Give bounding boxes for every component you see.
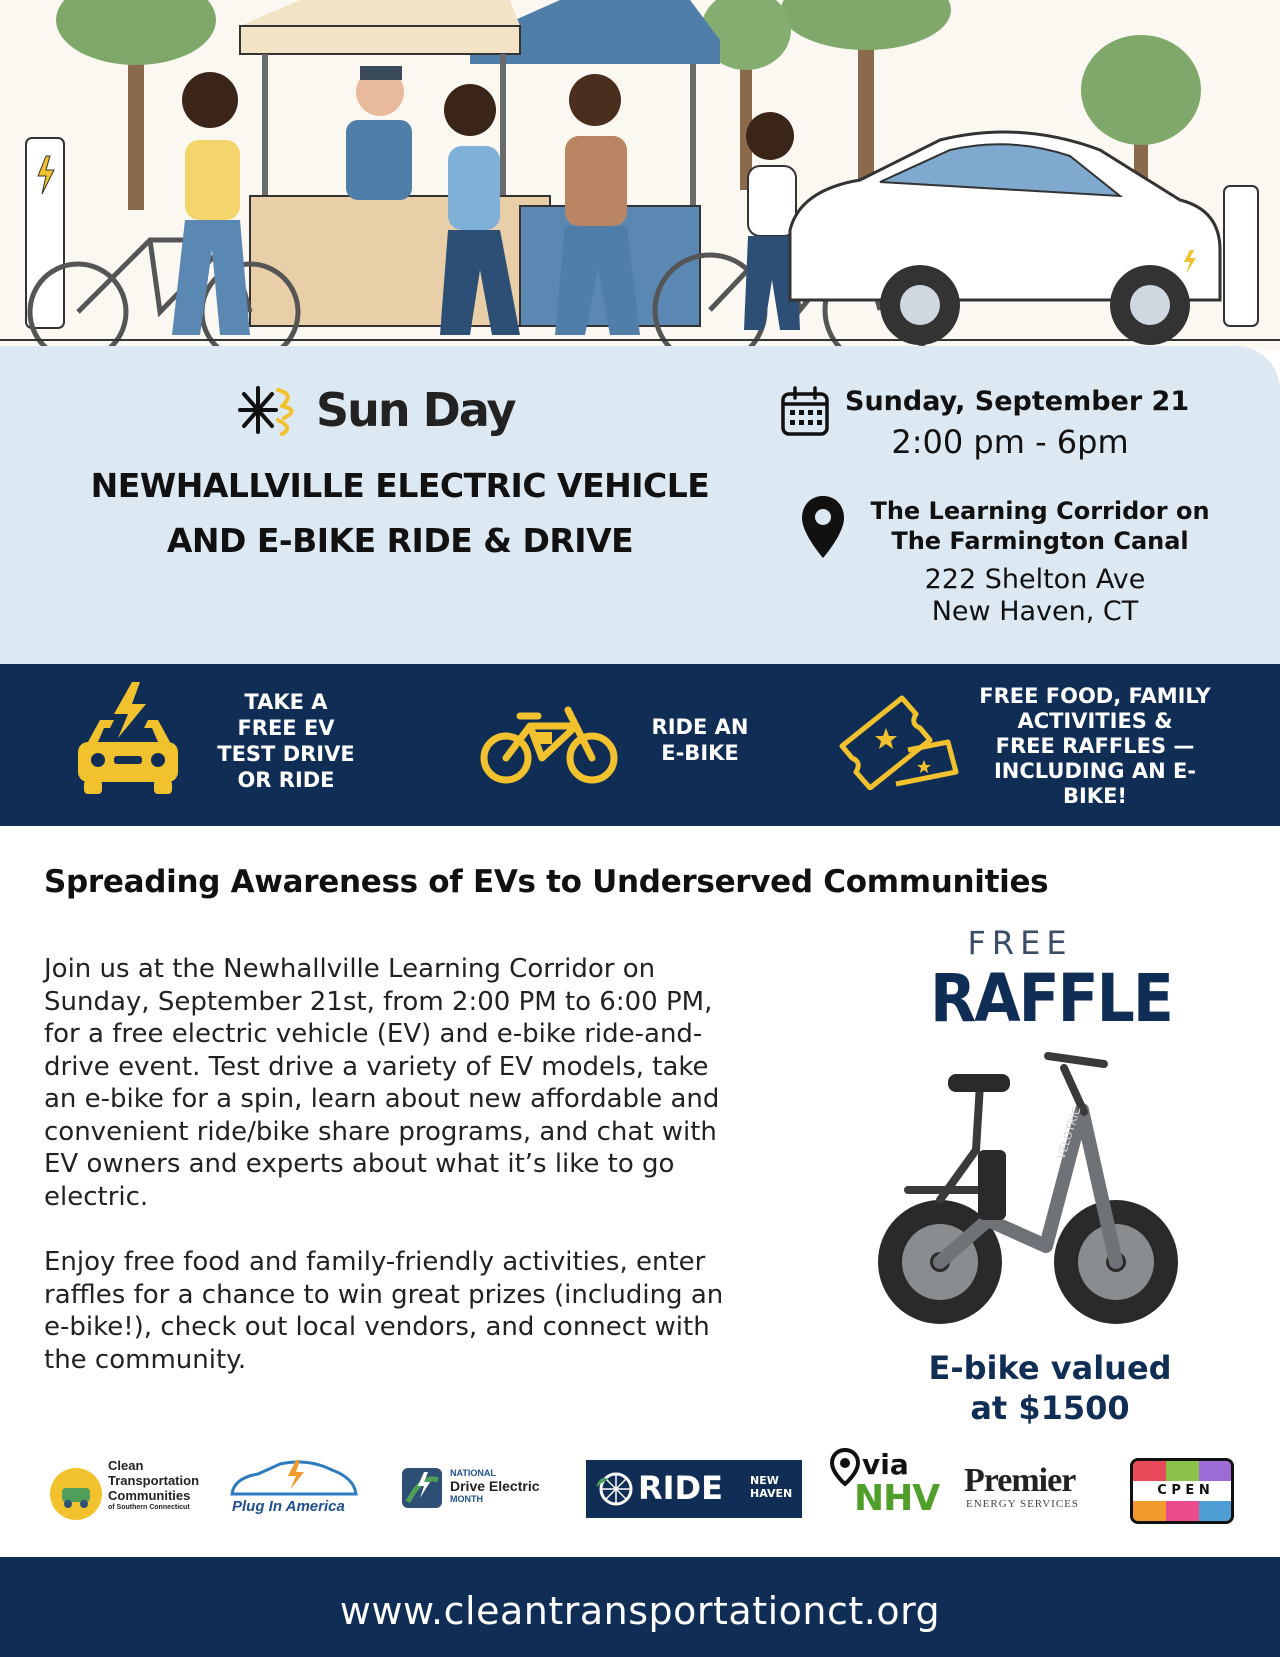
ndem-line3: MONTH [450, 1494, 483, 1504]
ctc-line3: Communities [108, 1488, 191, 1503]
ctc-line2: Transportation [108, 1473, 200, 1488]
raffle-ticket-icon [838, 694, 960, 790]
feature-food-line3: FREE RAFFLES — [995, 734, 1195, 758]
event-title-line2: AND E-BIKE RIDE & DRIVE [166, 521, 634, 560]
description-paragraph-1 [44, 953, 844, 1213]
address-line2: New Haven, CT [931, 596, 1139, 627]
plug-in-america-logo [228, 1456, 360, 1522]
ebike-value-line2: at $1500 [970, 1389, 1130, 1427]
electric-car-icon [74, 680, 182, 796]
paragraph1-line: electric. [44, 1181, 149, 1212]
person-walking-yellow [172, 72, 250, 335]
paragraph2-line: the community. [44, 1344, 247, 1375]
paragraph1-line: drive event. Test drive a variety of EV models, take [44, 1051, 709, 1082]
feature-test-drive [196, 689, 376, 793]
feature-food-line4: INCLUDING AN E- [993, 759, 1197, 783]
paragraph1-line: convenient ride/bike share programs, and chat with [44, 1116, 717, 1147]
ndem-line1: NATIONAL [450, 1468, 496, 1478]
ride-word: RIDE [638, 1469, 723, 1507]
via-nhv-logo [828, 1448, 948, 1520]
location-name-line1: The Learning Corridor on [870, 497, 1210, 525]
event-title-line1: NEWHALLVILLE ELECTRIC VEHICLE [90, 466, 710, 505]
ride-sub2: HAVEN [750, 1487, 793, 1500]
vendor-person [346, 66, 412, 200]
festival-scene-illustration [0, 0, 1280, 350]
ebike-value-line1: E-bike valued [928, 1349, 1172, 1387]
ride-sub1: NEW [750, 1474, 779, 1487]
footer [0, 1557, 1280, 1657]
nhv-text: NHV [854, 1478, 940, 1519]
event-date: Sunday, September 21 [845, 386, 1190, 417]
via-text: via [862, 1448, 909, 1481]
location-pin-icon [800, 494, 846, 560]
ebike-brand-text: VELOTRIC [1054, 1105, 1084, 1161]
event-info-section [0, 346, 1280, 664]
cpen-text: C P E N [1133, 1481, 1234, 1501]
ebike-icon [480, 702, 618, 786]
premier-name: Premier [964, 1462, 1076, 1499]
ride-new-haven-logo [586, 1460, 802, 1518]
website-url[interactable]: www.cleantransportationct.org [339, 1589, 941, 1633]
national-drive-electric-month-logo [400, 1464, 564, 1514]
brand-name: Sun Day [316, 383, 515, 437]
paragraph1-line: an e-bike for a spin, learn about new affordable and [44, 1084, 720, 1114]
paragraph1-line: EV owners and experts about what it’s like to go [44, 1149, 675, 1179]
calendar-icon [780, 386, 830, 438]
ebike-value-text [890, 1348, 1210, 1428]
hero-illustration [0, 0, 1280, 350]
raffle-title: RAFFLE [930, 960, 1172, 1038]
raffle-free-label: FREE [967, 924, 1073, 962]
feature-test-drive-line4: OR RIDE [237, 768, 335, 792]
pia-car-icon [228, 1456, 360, 1500]
ctc-line4: of Southern Connecticut [108, 1504, 190, 1511]
location-name [850, 496, 1230, 556]
ndem-icon [400, 1466, 444, 1510]
ctc-line1: Clean [108, 1458, 144, 1473]
pia-text: Plug In America [232, 1498, 345, 1515]
feature-food-line1: FREE FOOD, FAMILY [979, 684, 1211, 708]
feature-food-line2: ACTIVITIES & [1017, 709, 1173, 733]
ride-wheel-icon [594, 1469, 634, 1509]
feature-test-drive-line2: FREE EV [237, 716, 335, 740]
paragraph2-line: raffles for a chance to win great prizes (including an [44, 1279, 724, 1310]
sunday-brand [238, 382, 514, 438]
paragraph1-line: Join us at the Newhallville Learning Corridor on [44, 954, 656, 984]
event-time: 2:00 pm - 6pm [891, 423, 1129, 461]
paragraph1-line: for a free electric vehicle (EV) and e-bike ride-and- [44, 1019, 703, 1049]
features-band [0, 664, 1280, 826]
feature-food-line5: BIKE! [1062, 784, 1127, 808]
paragraph2-line: e-bike!), check out local vendors, and connect with [44, 1312, 710, 1342]
charging-station-right [1224, 186, 1258, 326]
ctc-logo-icon [48, 1466, 104, 1522]
paragraph2-line: Enjoy free food and family-friendly activities, enter [44, 1247, 706, 1277]
address-line1: 222 Shelton Ave [924, 564, 1146, 595]
ndem-line2: Drive Electric [450, 1478, 540, 1494]
ebike-prize-image [868, 1040, 1208, 1340]
paragraph1-line: Sunday, September 21st, from 2:00 PM to 6:00 PM, [44, 986, 713, 1017]
location-name-line2: The Farmington Canal [891, 527, 1189, 555]
premier-energy-logo [964, 1462, 1104, 1512]
cpen-logo [1130, 1458, 1234, 1524]
feature-food-raffles [960, 684, 1230, 809]
feature-test-drive-line1: TAKE A [244, 690, 328, 714]
premier-sub: ENERGY SERVICES [966, 1498, 1080, 1510]
clean-transportation-communities-logo [48, 1456, 218, 1530]
location-address [850, 564, 1220, 628]
feature-ride-ebike-line2: E-BIKE [661, 741, 739, 765]
description-paragraph-2 [44, 1246, 844, 1376]
section-heading: Spreading Awareness of EVs to Underserved Communities [44, 864, 1049, 900]
feature-ride-ebike [620, 714, 780, 766]
sunburst-logo-icon [238, 382, 302, 438]
electric-car-illustration [790, 132, 1220, 345]
feature-test-drive-line3: TEST DRIVE [217, 742, 355, 766]
feature-ride-ebike-line1: RIDE AN [651, 715, 749, 739]
